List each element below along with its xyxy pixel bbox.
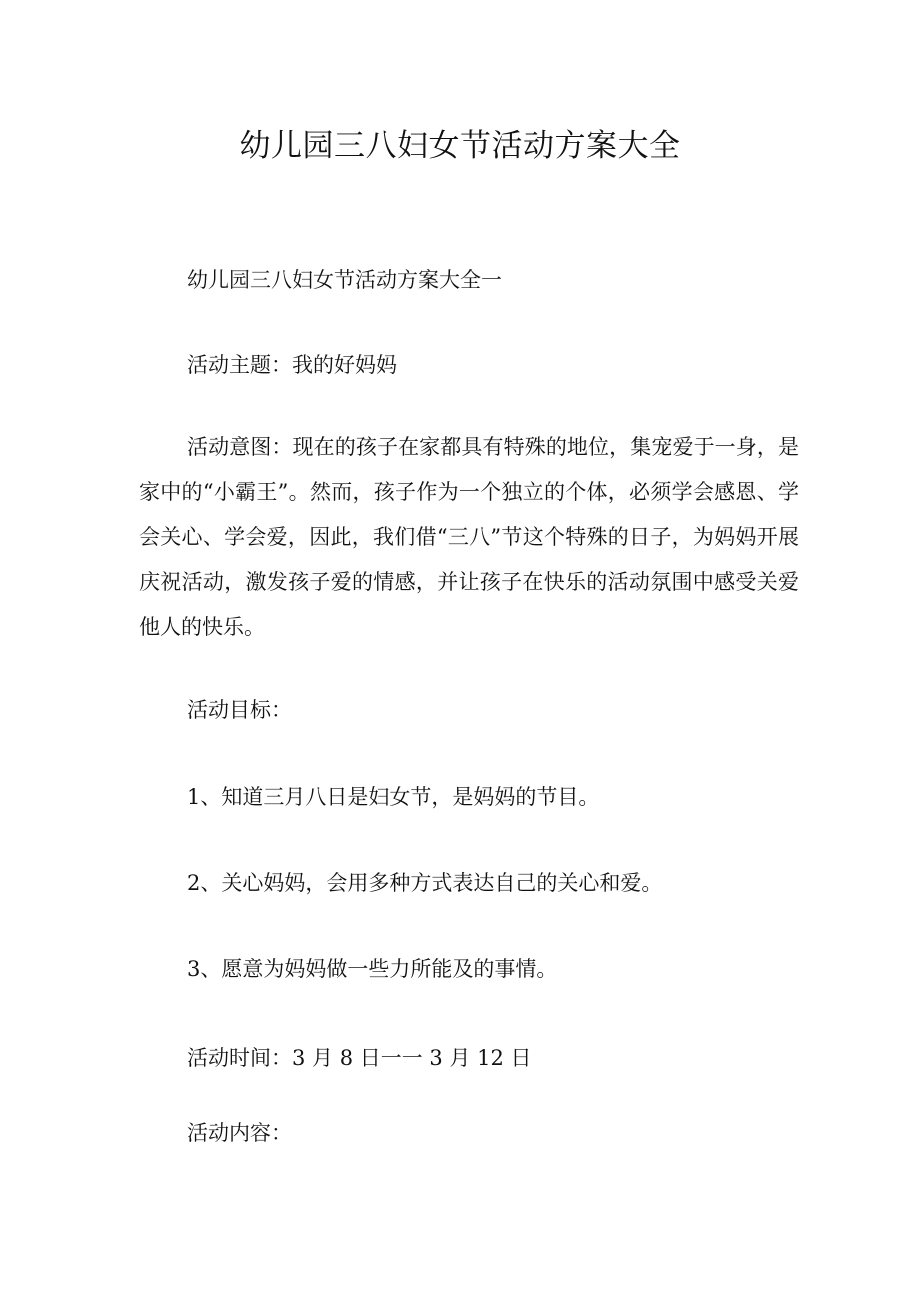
section-heading: 幼儿园三八妇女节活动方案大全一 <box>187 268 502 292</box>
goal-item-2: 2、关心妈妈，会用多种方式表达自己的关心和爱。 <box>187 871 663 895</box>
document-title: 幼儿园三八妇女节活动方案大全 <box>239 128 681 164</box>
activity-theme: 活动主题：我的好妈妈 <box>187 353 397 377</box>
content-label: 活动内容： <box>187 1121 292 1145</box>
goals-label: 活动目标： <box>187 698 292 722</box>
activity-time: 活动时间：3 月 8 日一一 3 月 12 日 <box>187 1046 532 1070</box>
goal-item-1: 1、知道三月八日是妇女节，是妈妈的节目。 <box>187 785 600 809</box>
goal-item-3: 3、愿意为妈妈做一些力所能及的事情。 <box>187 957 558 981</box>
activity-intent-paragraph: 活动意图：现在的孩子在家都具有特殊的地位，集宠爱于一身，是家中的“小霸王”。然而，孩子作为一个独立的个体，必须学会感恩、学会关心、学会爱，因此，我们借“三八”节这个特殊的日子，为妈妈开展庆祝活动，激发孩子爱的情感，并让孩子在快乐的活动氛围中感受关爱他人的快乐。 <box>139 435 799 639</box>
